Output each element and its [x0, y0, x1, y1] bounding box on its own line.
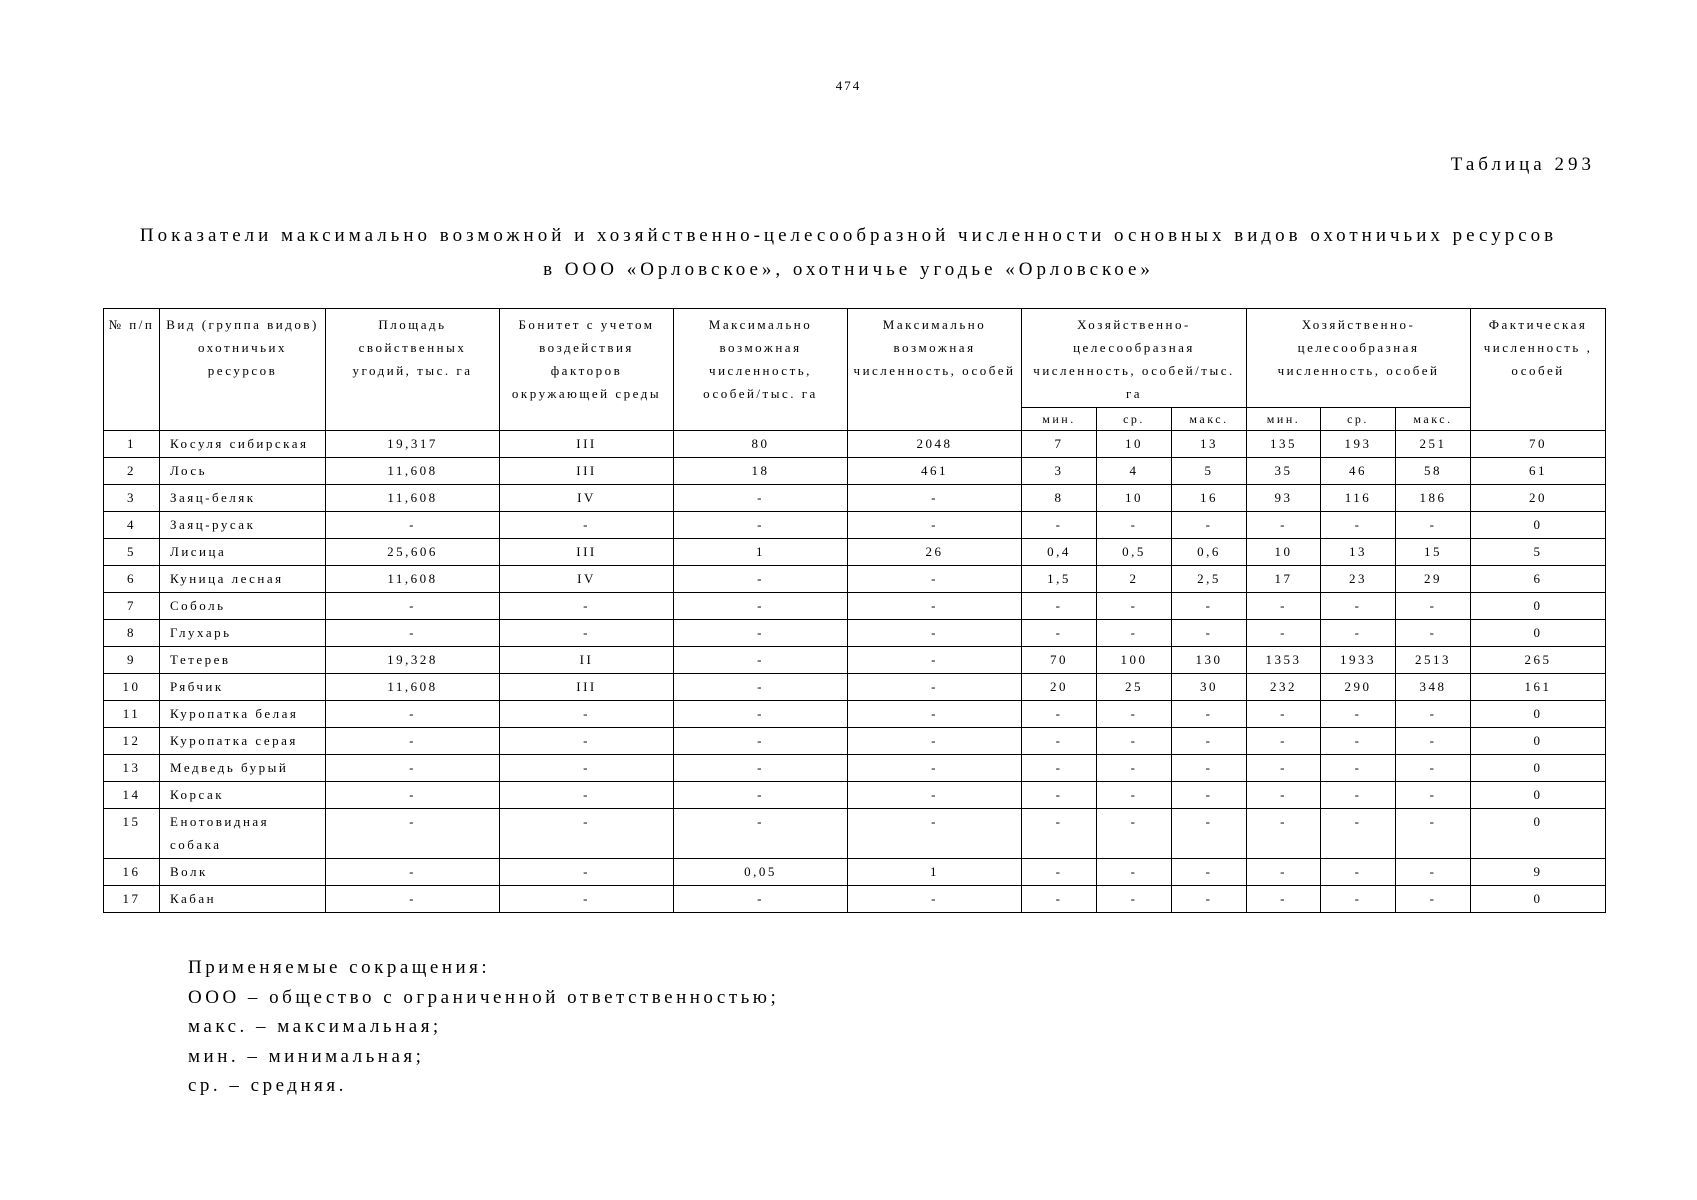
- species-name: Волк: [160, 859, 326, 886]
- table-row: [104, 886, 1606, 913]
- max-count: -: [848, 701, 1022, 728]
- max-density: -: [674, 485, 848, 512]
- econ-count-max: 186: [1396, 485, 1471, 512]
- econ-density-min: -: [1022, 859, 1097, 886]
- row-number: 12: [104, 728, 160, 755]
- area: -: [326, 620, 500, 647]
- species-name: Соболь: [160, 593, 326, 620]
- econ-count-avg: -: [1321, 886, 1396, 913]
- species-name: Медведь бурый: [160, 755, 326, 782]
- max-count: 26: [848, 539, 1022, 566]
- max-density: -: [674, 886, 848, 913]
- species-name: Тетерев: [160, 647, 326, 674]
- econ-density-min: 3: [1022, 458, 1097, 485]
- econ-density-max: 130: [1172, 647, 1247, 674]
- max-count: -: [848, 886, 1022, 913]
- species-name: Куропатка серая: [160, 728, 326, 755]
- actual-count: 0: [1471, 886, 1606, 913]
- max-count: -: [848, 647, 1022, 674]
- species-name: Глухарь: [160, 620, 326, 647]
- row-number: 11: [104, 701, 160, 728]
- table-body: [104, 431, 1606, 913]
- area: -: [326, 859, 500, 886]
- table-row: [104, 539, 1606, 566]
- econ-density-max: 16: [1172, 485, 1247, 512]
- econ-density-max: -: [1172, 886, 1247, 913]
- econ-density-avg: 4: [1097, 458, 1172, 485]
- econ-density-max: -: [1172, 755, 1247, 782]
- econ-count-max: -: [1396, 782, 1471, 809]
- bonitet: -: [500, 512, 674, 539]
- table-row: [104, 458, 1606, 485]
- max-density: -: [674, 674, 848, 701]
- econ-density-max: -: [1172, 782, 1247, 809]
- row-number: 15: [104, 809, 160, 859]
- max-count: -: [848, 809, 1022, 859]
- econ-density-avg: 25: [1097, 674, 1172, 701]
- area: -: [326, 701, 500, 728]
- econ-count-max: -: [1396, 728, 1471, 755]
- species-name: Заяц-беляк: [160, 485, 326, 512]
- species-name: Куница лесная: [160, 566, 326, 593]
- abbreviation-item: макс. – максимальная;: [188, 1016, 442, 1037]
- subheader-avg: ср.: [1321, 408, 1396, 431]
- econ-density-avg: -: [1097, 620, 1172, 647]
- actual-count: 265: [1471, 647, 1606, 674]
- econ-density-max: 0,6: [1172, 539, 1247, 566]
- max-density: -: [674, 512, 848, 539]
- max-count: -: [848, 566, 1022, 593]
- econ-count-max: 348: [1396, 674, 1471, 701]
- row-number: 3: [104, 485, 160, 512]
- area: 11,608: [326, 458, 500, 485]
- econ-density-min: -: [1022, 593, 1097, 620]
- econ-count-min: -: [1247, 512, 1321, 539]
- actual-count: 0: [1471, 512, 1606, 539]
- econ-count-min: 10: [1247, 539, 1321, 566]
- area: -: [326, 593, 500, 620]
- econ-density-avg: -: [1097, 593, 1172, 620]
- econ-count-min: -: [1247, 886, 1321, 913]
- actual-count: 61: [1471, 458, 1606, 485]
- econ-count-max: -: [1396, 701, 1471, 728]
- table-row: [104, 620, 1606, 647]
- actual-count: 20: [1471, 485, 1606, 512]
- econ-density-min: -: [1022, 512, 1097, 539]
- max-density: 1: [674, 539, 848, 566]
- row-number: 8: [104, 620, 160, 647]
- header-bonitet: Бонитет с учетом воздействия факторов окружающей среды: [500, 309, 674, 431]
- page-number: 474: [835, 78, 862, 93]
- bonitet: -: [500, 755, 674, 782]
- max-count: -: [848, 620, 1022, 647]
- bonitet: III: [500, 458, 674, 485]
- species-name: Рябчик: [160, 674, 326, 701]
- species-table: [103, 308, 1606, 913]
- table-row: [104, 809, 1606, 859]
- econ-count-avg: -: [1321, 512, 1396, 539]
- econ-count-max: 29: [1396, 566, 1471, 593]
- econ-count-min: -: [1247, 728, 1321, 755]
- bonitet: -: [500, 620, 674, 647]
- econ-density-max: -: [1172, 620, 1247, 647]
- bonitet: III: [500, 674, 674, 701]
- max-count: 461: [848, 458, 1022, 485]
- econ-density-max: -: [1172, 809, 1247, 859]
- econ-density-avg: -: [1097, 755, 1172, 782]
- econ-count-min: -: [1247, 620, 1321, 647]
- actual-count: 0: [1471, 593, 1606, 620]
- econ-density-avg: -: [1097, 809, 1172, 859]
- header-max-density: Максимально возможная численность, особей/тыс. га: [674, 309, 848, 431]
- econ-density-max: -: [1172, 701, 1247, 728]
- max-count: -: [848, 485, 1022, 512]
- area: 19,328: [326, 647, 500, 674]
- area: -: [326, 809, 500, 859]
- econ-count-max: -: [1396, 809, 1471, 859]
- area: -: [326, 755, 500, 782]
- table-row: [104, 593, 1606, 620]
- row-number: 2: [104, 458, 160, 485]
- bonitet: -: [500, 886, 674, 913]
- econ-density-avg: -: [1097, 728, 1172, 755]
- table-row: [104, 701, 1606, 728]
- table-row: [104, 782, 1606, 809]
- econ-density-min: -: [1022, 701, 1097, 728]
- area: -: [326, 782, 500, 809]
- row-number: 5: [104, 539, 160, 566]
- row-number: 4: [104, 512, 160, 539]
- max-count: -: [848, 593, 1022, 620]
- econ-count-avg: -: [1321, 782, 1396, 809]
- econ-density-avg: 2: [1097, 566, 1172, 593]
- row-number: 14: [104, 782, 160, 809]
- econ-density-max: 30: [1172, 674, 1247, 701]
- max-count: -: [848, 755, 1022, 782]
- econ-count-min: 93: [1247, 485, 1321, 512]
- econ-count-max: 251: [1396, 431, 1471, 458]
- header-econ-density: Хозяйственно-целесообразная численность, особей/тыс. га: [1022, 309, 1247, 408]
- econ-count-max: -: [1396, 593, 1471, 620]
- row-number: 7: [104, 593, 160, 620]
- econ-count-avg: -: [1321, 728, 1396, 755]
- max-count: -: [848, 782, 1022, 809]
- econ-count-min: 135: [1247, 431, 1321, 458]
- table-row: [104, 859, 1606, 886]
- area: -: [326, 886, 500, 913]
- row-number: 16: [104, 859, 160, 886]
- max-density: 18: [674, 458, 848, 485]
- subheader-max: макс.: [1396, 408, 1471, 431]
- econ-density-min: 20: [1022, 674, 1097, 701]
- econ-count-min: -: [1247, 782, 1321, 809]
- econ-density-min: 7: [1022, 431, 1097, 458]
- title-line: в ООО «Орловское», охотничье угодье «Орловское»: [543, 259, 1154, 280]
- abbreviation-item: ср. – средняя.: [188, 1075, 347, 1096]
- species-name: Кабан: [160, 886, 326, 913]
- econ-density-min: -: [1022, 620, 1097, 647]
- actual-count: 161: [1471, 674, 1606, 701]
- actual-count: 0: [1471, 809, 1606, 859]
- econ-count-min: 232: [1247, 674, 1321, 701]
- max-count: 2048: [848, 431, 1022, 458]
- actual-count: 0: [1471, 701, 1606, 728]
- econ-density-max: 13: [1172, 431, 1247, 458]
- econ-density-avg: -: [1097, 886, 1172, 913]
- table-row: [104, 485, 1606, 512]
- econ-count-min: -: [1247, 859, 1321, 886]
- max-count: -: [848, 674, 1022, 701]
- row-number: 10: [104, 674, 160, 701]
- econ-density-min: 70: [1022, 647, 1097, 674]
- econ-count-avg: -: [1321, 809, 1396, 859]
- econ-density-avg: -: [1097, 859, 1172, 886]
- max-count: -: [848, 512, 1022, 539]
- econ-count-avg: -: [1321, 755, 1396, 782]
- bonitet: -: [500, 593, 674, 620]
- bonitet: -: [500, 728, 674, 755]
- table-row: [104, 647, 1606, 674]
- bonitet: II: [500, 647, 674, 674]
- table-header-row: [104, 309, 1606, 408]
- econ-count-max: -: [1396, 512, 1471, 539]
- row-number: 17: [104, 886, 160, 913]
- table-row: [104, 674, 1606, 701]
- area: 19,317: [326, 431, 500, 458]
- econ-density-avg: -: [1097, 512, 1172, 539]
- econ-count-max: -: [1396, 859, 1471, 886]
- header-num: № п/п: [104, 309, 160, 431]
- bonitet: IV: [500, 566, 674, 593]
- max-density: -: [674, 593, 848, 620]
- table-row: [104, 755, 1606, 782]
- econ-density-avg: -: [1097, 782, 1172, 809]
- econ-density-max: -: [1172, 512, 1247, 539]
- econ-count-avg: -: [1321, 620, 1396, 647]
- actual-count: 0: [1471, 620, 1606, 647]
- econ-count-min: 1353: [1247, 647, 1321, 674]
- max-density: -: [674, 647, 848, 674]
- econ-count-min: -: [1247, 701, 1321, 728]
- econ-count-avg: -: [1321, 701, 1396, 728]
- species-name: Лось: [160, 458, 326, 485]
- econ-count-max: -: [1396, 886, 1471, 913]
- species-name: Корсак: [160, 782, 326, 809]
- econ-count-min: 17: [1247, 566, 1321, 593]
- area: 11,608: [326, 566, 500, 593]
- econ-count-avg: 193: [1321, 431, 1396, 458]
- econ-density-avg: -: [1097, 701, 1172, 728]
- max-density: -: [674, 809, 848, 859]
- econ-count-avg: 46: [1321, 458, 1396, 485]
- actual-count: 0: [1471, 782, 1606, 809]
- table-label: Таблица 293: [1450, 154, 1595, 175]
- econ-count-avg: 23: [1321, 566, 1396, 593]
- subheader-min: мин.: [1247, 408, 1321, 431]
- species-name: Косуля сибирская: [160, 431, 326, 458]
- title-line: Показатели максимально возможной и хозяйственно-целесообразной численности основных видов охотничьих ресурсов: [139, 225, 1558, 246]
- bonitet: -: [500, 701, 674, 728]
- actual-count: 9: [1471, 859, 1606, 886]
- row-number: 6: [104, 566, 160, 593]
- econ-count-avg: 13: [1321, 539, 1396, 566]
- table-row: [104, 566, 1606, 593]
- econ-count-min: 35: [1247, 458, 1321, 485]
- area: 25,606: [326, 539, 500, 566]
- subheader-max: макс.: [1172, 408, 1247, 431]
- max-density: -: [674, 782, 848, 809]
- max-count: -: [848, 728, 1022, 755]
- econ-density-min: -: [1022, 755, 1097, 782]
- econ-density-avg: 100: [1097, 647, 1172, 674]
- max-count: 1: [848, 859, 1022, 886]
- econ-count-max: 58: [1396, 458, 1471, 485]
- econ-density-min: 1,5: [1022, 566, 1097, 593]
- econ-count-avg: -: [1321, 859, 1396, 886]
- econ-count-avg: 1933: [1321, 647, 1396, 674]
- actual-count: 5: [1471, 539, 1606, 566]
- econ-count-min: -: [1247, 755, 1321, 782]
- actual-count: 0: [1471, 728, 1606, 755]
- econ-density-avg: 10: [1097, 485, 1172, 512]
- max-density: 80: [674, 431, 848, 458]
- max-density: -: [674, 620, 848, 647]
- econ-density-max: -: [1172, 728, 1247, 755]
- econ-count-avg: -: [1321, 593, 1396, 620]
- max-density: -: [674, 701, 848, 728]
- econ-density-min: -: [1022, 809, 1097, 859]
- species-name: Енотовидная собака: [160, 809, 326, 859]
- row-number: 9: [104, 647, 160, 674]
- header-max-count: Максимально возможная численность, особей: [848, 309, 1022, 431]
- econ-count-max: -: [1396, 755, 1471, 782]
- econ-count-max: 2513: [1396, 647, 1471, 674]
- actual-count: 70: [1471, 431, 1606, 458]
- max-density: -: [674, 728, 848, 755]
- area: 11,608: [326, 674, 500, 701]
- abbreviation-item: мин. – минимальная;: [188, 1045, 425, 1067]
- abbreviations-heading: Применяемые сокращения:: [188, 957, 491, 978]
- species-name: Куропатка белая: [160, 701, 326, 728]
- econ-density-avg: 10: [1097, 431, 1172, 458]
- header-actual: Фактическая численность , особей: [1471, 309, 1606, 431]
- species-name: Заяц-русак: [160, 512, 326, 539]
- max-density: -: [674, 566, 848, 593]
- bonitet: IV: [500, 485, 674, 512]
- econ-density-min: -: [1022, 886, 1097, 913]
- econ-density-min: 0,4: [1022, 539, 1097, 566]
- econ-density-max: 2,5: [1172, 566, 1247, 593]
- econ-count-max: -: [1396, 620, 1471, 647]
- econ-density-max: -: [1172, 859, 1247, 886]
- subheader-avg: ср.: [1097, 408, 1172, 431]
- table-row: [104, 728, 1606, 755]
- max-density: -: [674, 755, 848, 782]
- table-row: [104, 431, 1606, 458]
- econ-count-avg: 290: [1321, 674, 1396, 701]
- bonitet: -: [500, 809, 674, 859]
- abbreviations: [188, 953, 779, 1101]
- econ-density-avg: 0,5: [1097, 539, 1172, 566]
- actual-count: 6: [1471, 566, 1606, 593]
- econ-density-min: 8: [1022, 485, 1097, 512]
- econ-density-max: -: [1172, 593, 1247, 620]
- econ-count-min: -: [1247, 809, 1321, 859]
- row-number: 13: [104, 755, 160, 782]
- econ-count-max: 15: [1396, 539, 1471, 566]
- bonitet: III: [500, 539, 674, 566]
- econ-density-min: -: [1022, 782, 1097, 809]
- bonitet: -: [500, 782, 674, 809]
- species-name: Лисица: [160, 539, 326, 566]
- header-econ-count: Хозяйственно-целесообразная численность, особей: [1247, 309, 1471, 408]
- header-area: Площадь свойственных угодий, тыс. га: [326, 309, 500, 431]
- abbreviation-item: ООО – общество с ограниченной ответственностью;: [188, 986, 780, 1008]
- econ-density-max: 5: [1172, 458, 1247, 485]
- area: 11,608: [326, 485, 500, 512]
- table-row: [104, 512, 1606, 539]
- econ-count-min: -: [1247, 593, 1321, 620]
- actual-count: 0: [1471, 755, 1606, 782]
- econ-count-avg: 116: [1321, 485, 1396, 512]
- max-density: 0,05: [674, 859, 848, 886]
- subheader-min: мин.: [1022, 408, 1097, 431]
- bonitet: -: [500, 859, 674, 886]
- bonitet: III: [500, 431, 674, 458]
- row-number: 1: [104, 431, 160, 458]
- area: -: [326, 728, 500, 755]
- area: -: [326, 512, 500, 539]
- econ-density-min: -: [1022, 728, 1097, 755]
- document-title: [100, 219, 1597, 287]
- header-species: Вид (группа видов) охотничьих ресурсов: [160, 309, 326, 431]
